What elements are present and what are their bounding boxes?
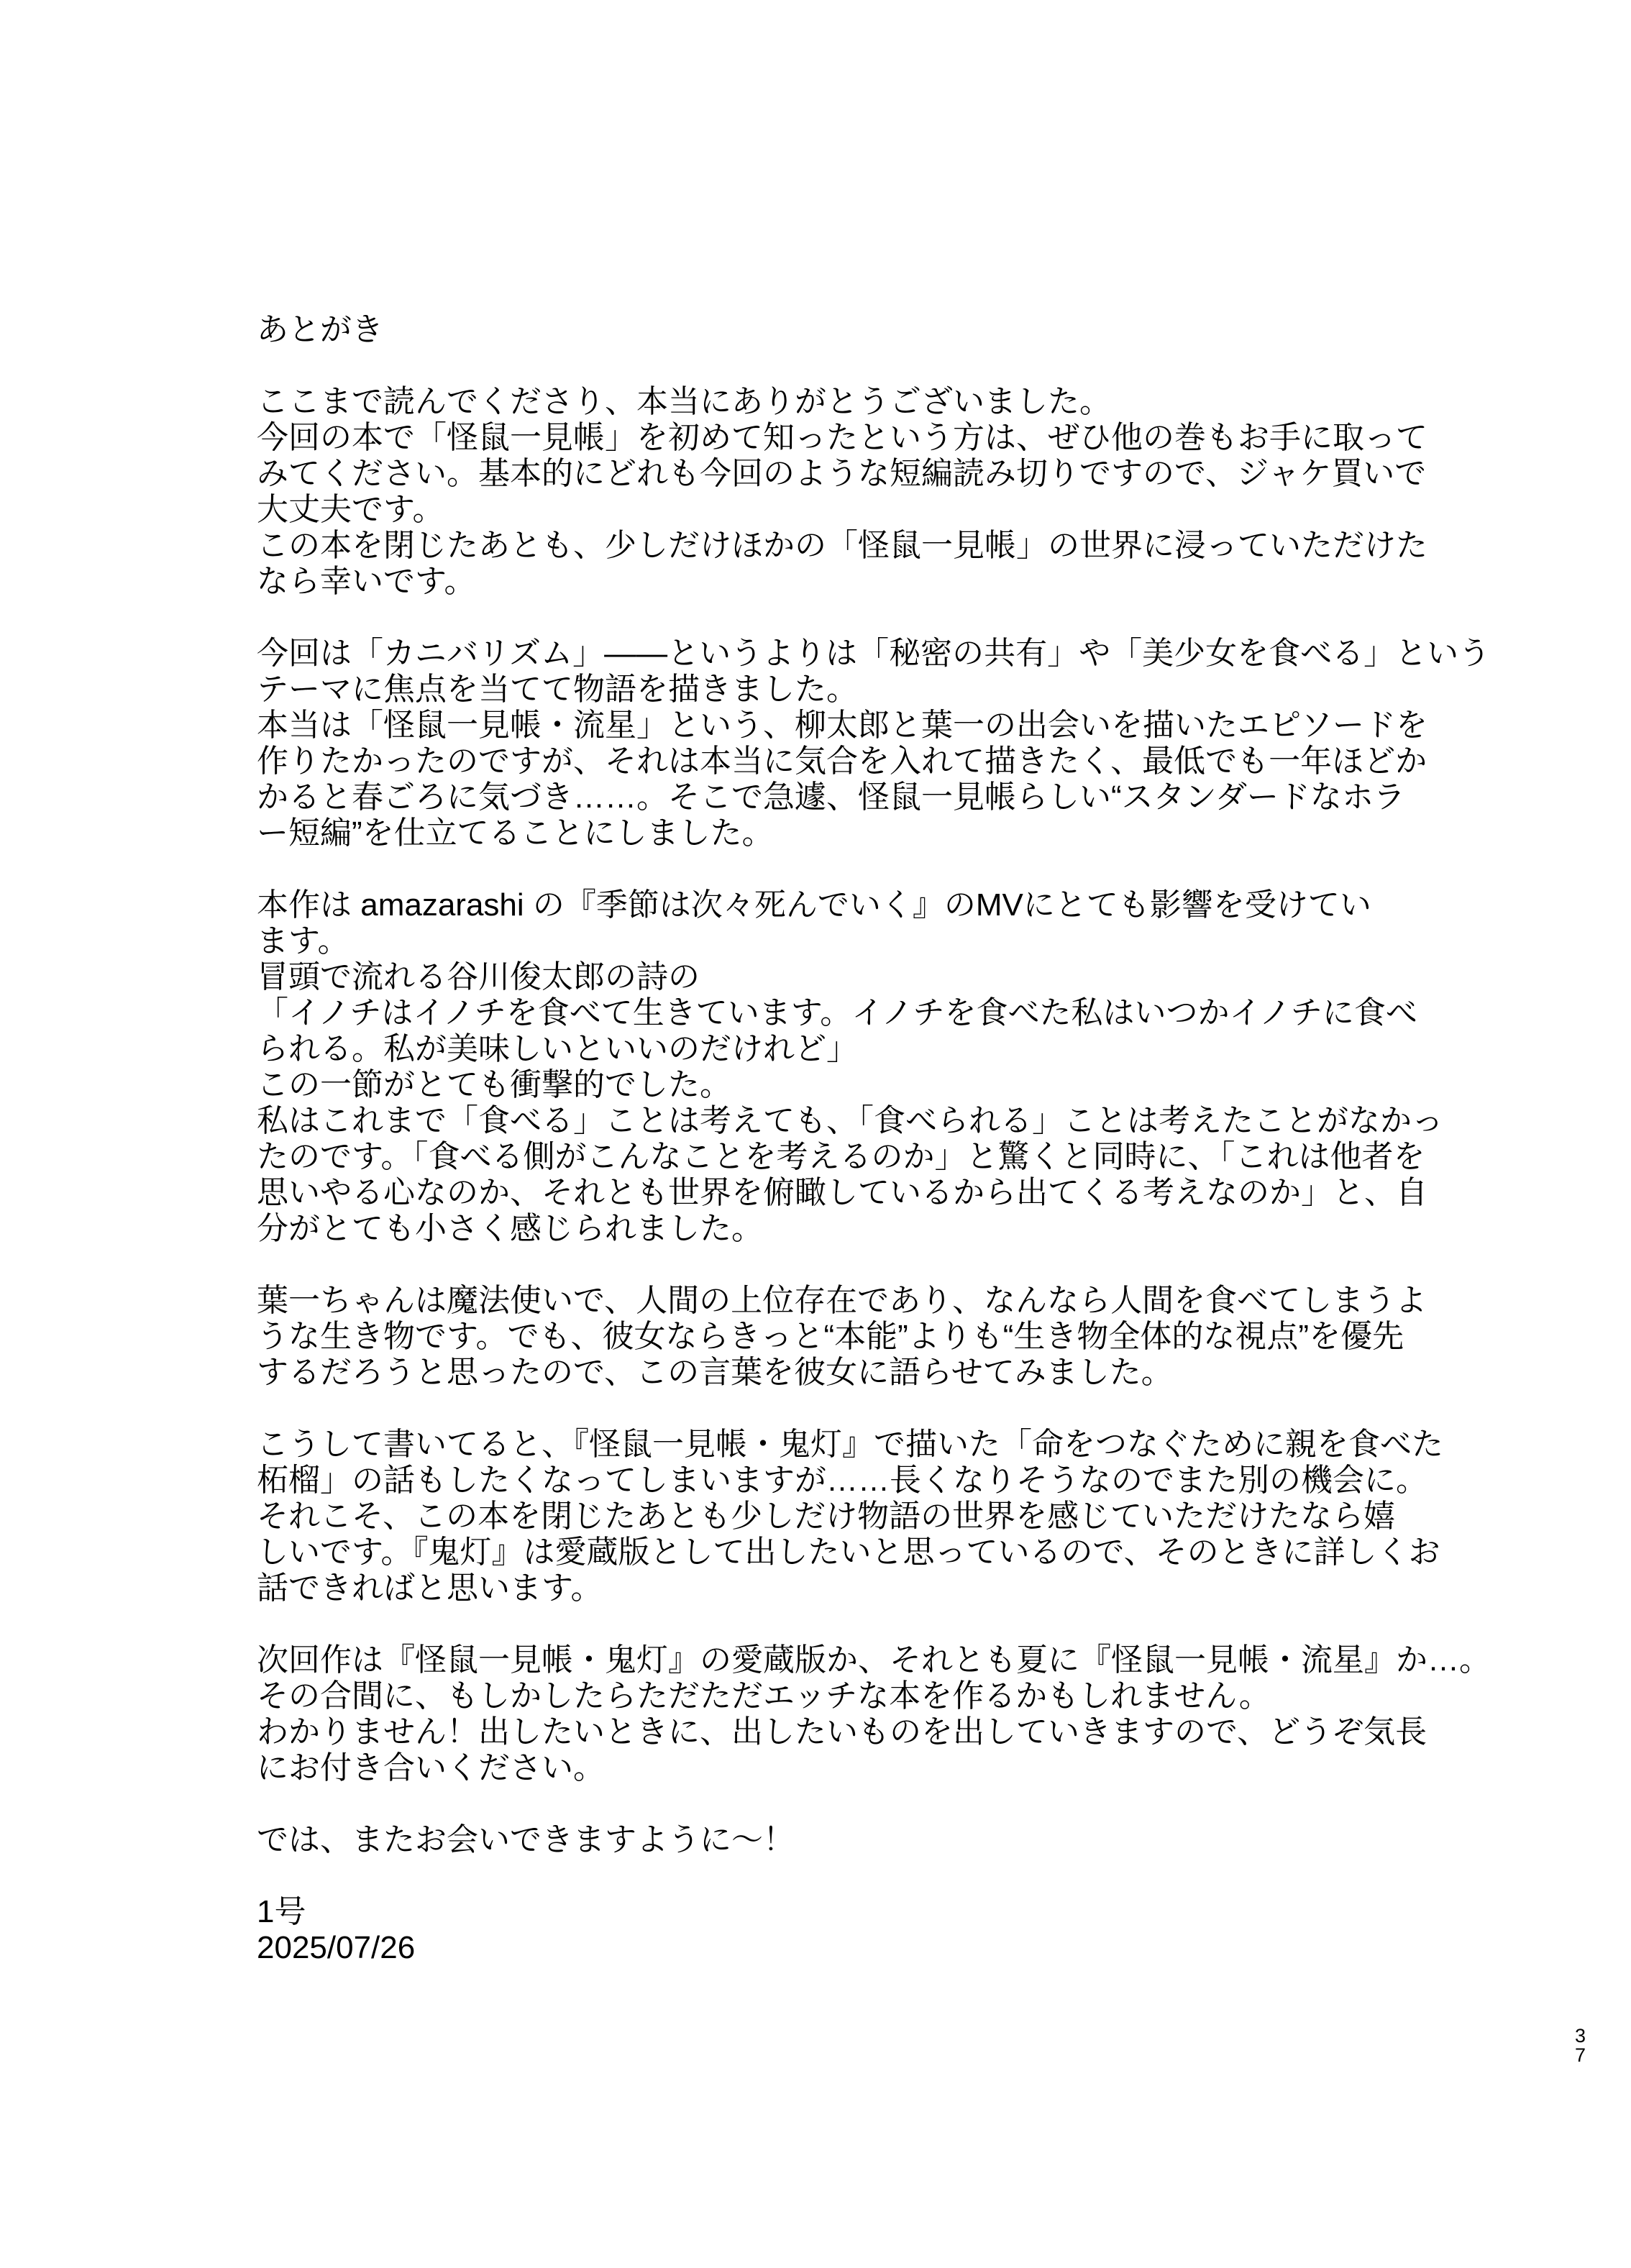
text-line: 私はこれまで「食べる」ことは考えても、「食べられる」ことは考えたことがなかっ — [257, 1103, 1443, 1138]
text-line — [257, 1247, 1407, 1283]
text-line: にお付き合いください。 — [257, 1750, 605, 1785]
text-line: わかりません！出したいときに、出したいものを出していきますので、どうぞ気長 — [257, 1714, 1427, 1750]
text-line: こうして書いてると、『怪鼠一見帳・鬼灯』で描いた「命をつなぐために親を食べた — [257, 1427, 1443, 1462]
text-line — [257, 1391, 1407, 1427]
text-line: しいです。『鬼灯』は愛蔵版として出したいと思っているので、そのときに詳しくお — [257, 1535, 1440, 1570]
text-line: ます。 — [257, 923, 350, 959]
text-line: かると春ごろに気づき……。そこで急遽、怪鼠一見帳らしい“スタンダードなホラ — [257, 779, 1405, 815]
text-line: 次回作は『怪鼠一見帳・鬼灯』の愛蔵版か、それとも夏に『怪鼠一見帳・流星』か…。 — [257, 1642, 1491, 1678]
text-line — [257, 851, 1407, 887]
text-line: では、またお会いできますように〜！ — [257, 1822, 795, 1857]
text-line: 大丈夫です。 — [257, 492, 444, 527]
text-line: この本を閉じたあとも、少しだけほかの「怪鼠一見帳」の世界に浸っていただけた — [257, 528, 1427, 563]
text-line: たのです。「食べる側がこんなことを考えるのか」と驚くと同時に、「これは他者を — [257, 1139, 1425, 1174]
text-line: 葉一ちゃんは魔法使いで、人間の上位存在であり、なんなら人間を食べてしまうよ — [257, 1283, 1427, 1318]
text-line: 今回の本で「怪鼠一見帳」を初めて知ったという方は、ぜひ他の巻もお手に取って — [257, 420, 1427, 455]
text-line: 今回は「カニバリズム」――というよりは「秘密の共有」や「美少女を食べる」という — [257, 636, 1491, 671]
text-line: ー短編”を仕立てることにしました。 — [257, 815, 774, 851]
text-line: 話できればと思います。 — [257, 1570, 603, 1606]
afterword-body — [257, 384, 1491, 1858]
text-line — [257, 1786, 1407, 1822]
text-line: みてください。基本的にどれも今回のような短編読み切りですので、ジャケ買いで — [257, 456, 1427, 491]
text-line: 冒頭で流れる谷川俊太郎の詩の — [257, 959, 700, 994]
text-line: なら幸いです。 — [257, 564, 476, 599]
text-line — [257, 1606, 1407, 1642]
text-line — [257, 600, 1407, 636]
text-line: その合間に、もしかしたらただただエッチな本を作るかもしれません。 — [257, 1678, 1271, 1714]
page-number: 37 — [1574, 2025, 1586, 2066]
text-line: この一節がとても衝撃的でした。 — [257, 1067, 731, 1102]
text-line: それこそ、この本を閉じたあとも少しだけ物語の世界を感じていただけたなら嬉 — [257, 1499, 1396, 1534]
signature-name: 1号 — [257, 1894, 306, 1929]
signature-date: 2025/07/26 — [257, 1930, 416, 1965]
text-line: られる。私が美味しいといいのだけれど」 — [257, 1031, 858, 1066]
text-line: 柘榴」の話もしたくなってしまいますが……長くなりそうなのでまた別の機会に。 — [257, 1463, 1427, 1498]
text-line: 本作は amazarashi の『季節は次々死んでいく』のMVにとても影響を受けてい — [257, 887, 1371, 923]
text-line: 「イノチはイノチを食べて生きています。イノチを食べた私はいつかイノチに食べ — [257, 995, 1417, 1030]
text-line: 分がとても小さく感じられました。 — [257, 1211, 763, 1246]
text-line: 作りたかったのですが、それは本当に気合を入れて描きたく、最低でも一年ほどか — [257, 744, 1427, 779]
text-line: うな生き物です。でも、彼女ならきっと“本能”よりも“生き物全体的な視点”を優先 — [257, 1319, 1404, 1354]
text-line: ここまで読んでくださり、本当にありがとうございました。 — [257, 384, 1111, 419]
text-line: 本当は「怪鼠一見帳・流星」という、柳太郎と葉一の出会いを描いたエピソードを — [257, 708, 1427, 743]
text-line: するだろうと思ったので、この言葉を彼女に語らせてみました。 — [257, 1355, 1173, 1390]
signature-block — [257, 1894, 415, 1966]
page-title: あとがき — [257, 312, 383, 347]
text-line: テーマに焦点を当てて物語を描きました。 — [257, 672, 858, 707]
text-line: 思いやる心なのか、それとも世界を俯瞰しているから出てくる考えなのか」と、自 — [257, 1175, 1427, 1210]
